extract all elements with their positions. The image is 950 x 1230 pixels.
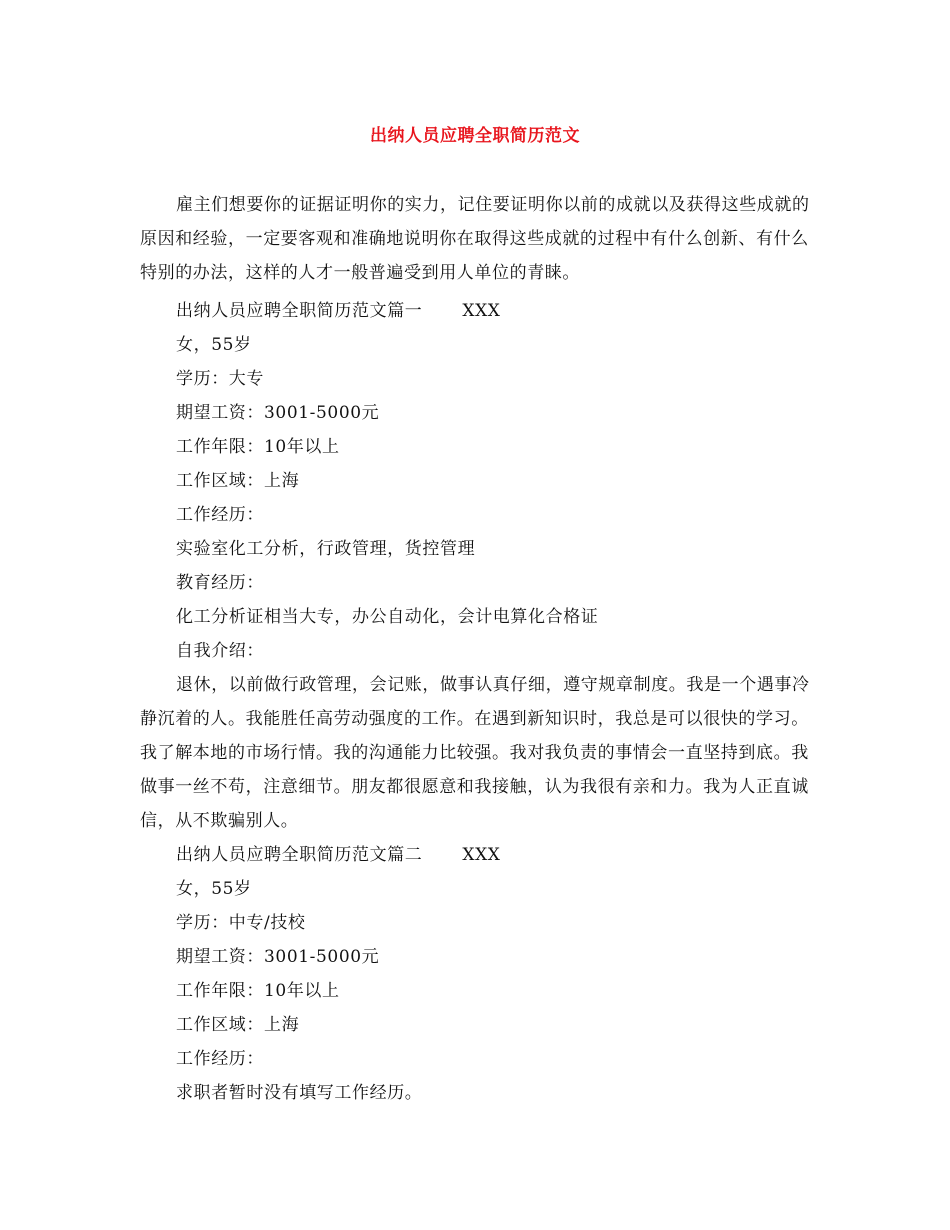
resume1-heading (176, 294, 820, 328)
resume1-work-label: 工作经历： (176, 505, 264, 525)
resume1-edu-label: 教育经历： (176, 573, 264, 593)
resume2-heading-text: 出纳人员应聘全职简历范文篇二 (176, 845, 423, 865)
resume1-gender-age: 女，55岁 (176, 335, 252, 355)
resume2-name: XXX (462, 845, 501, 865)
resume1-salary: 期望工资：3001-5000元 (176, 403, 380, 423)
resume1-self: 退休，以前做行政管理，会记账，做事认真仔细，遵守规章制度。我是一个遇事冷静沉着的人。我能胜任高劳动强度的工作。在遇到新知识时，我总是可以很快的学习。我了解本地的市场行情。我的沟通能力比较强。我对我负责的事情会一直坚持到底。我做事一丝不苟，注意细节。朋友都很愿意和我接触，认为我很有亲和力。我为人正直诚信，从不欺骗别人。 (140, 675, 810, 831)
resume2-area: 工作区域：上海 (176, 1015, 300, 1035)
resume2-heading (176, 838, 820, 872)
document-title: 出纳人员应聘全职简历范文 (370, 126, 580, 146)
resume1-self-label: 自我介绍： (176, 641, 264, 661)
resume2-work-label: 工作经历： (176, 1049, 264, 1069)
resume1-edu: 化工分析证相当大专，办公自动化，会计电算化合格证 (176, 607, 599, 627)
resume1-name: XXX (462, 301, 501, 321)
resume1-education: 学历：大专 (176, 369, 264, 389)
resume2-education: 学历：中专/技校 (176, 913, 306, 933)
resume1-heading-text: 出纳人员应聘全职简历范文篇一 (176, 301, 423, 321)
resume2-years: 工作年限：10年以上 (176, 981, 340, 1001)
resume2-work: 求职者暂时没有填写工作经历。 (176, 1083, 423, 1103)
resume2-gender-age: 女，55岁 (176, 879, 252, 899)
intro-paragraph: 雇主们想要你的证据证明你的实力，记住要证明你以前的成就以及获得这些成就的原因和经验，一定要客观和准确地说明你在取得这些成就的过程中有什么创新、有什么特别的办法，这样的人才一般普遍受到用人单位的青睐。 (140, 195, 810, 283)
resume1-years: 工作年限：10年以上 (176, 437, 340, 457)
resume2-salary: 期望工资：3001-5000元 (176, 947, 380, 967)
resume1-work: 实验室化工分析，行政管理，货控管理 (176, 539, 476, 559)
resume-body (140, 294, 820, 1110)
resume1-area: 工作区域：上海 (176, 471, 300, 491)
